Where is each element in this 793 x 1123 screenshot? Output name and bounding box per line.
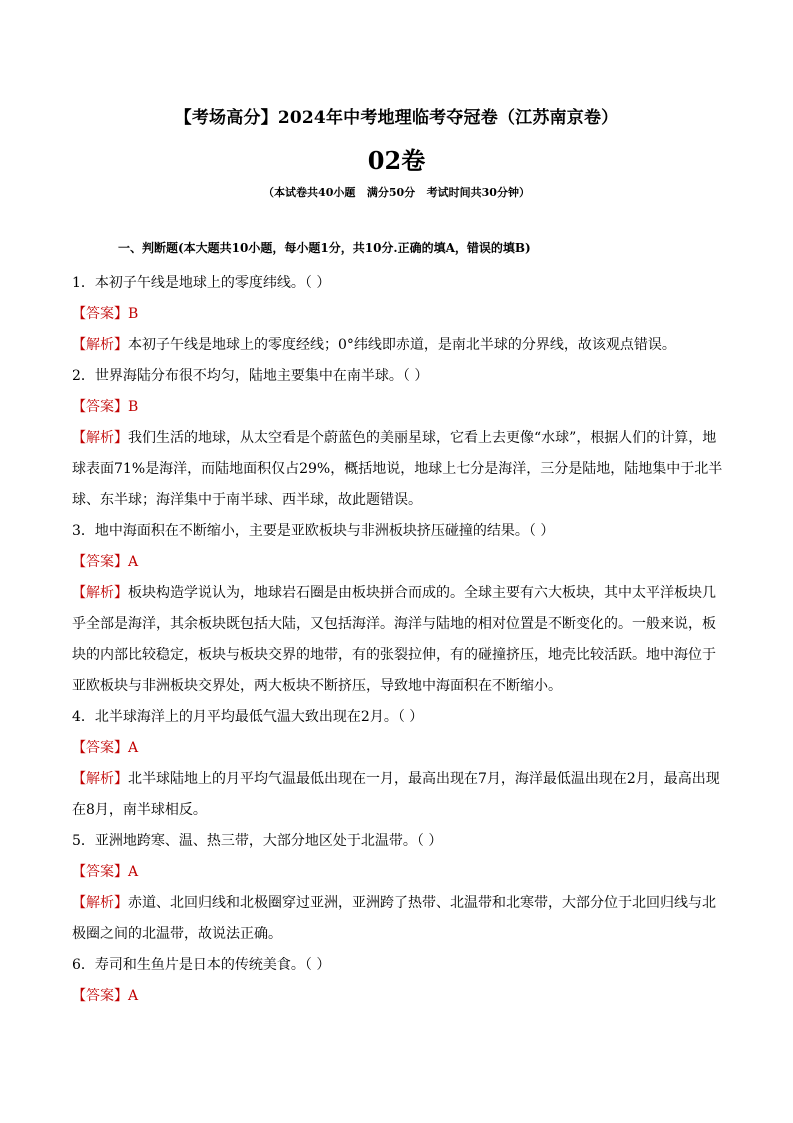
analysis-line xyxy=(72,764,726,826)
answer-value: A xyxy=(128,554,139,570)
analysis-label: 【解析】 xyxy=(72,895,128,911)
analysis-line xyxy=(72,330,726,361)
question-text: 3．地中海面积在不断缩小，主要是亚欧板块与非洲板块挤压碰撞的结果。（ ） xyxy=(72,523,555,539)
analysis-line xyxy=(72,423,726,516)
answer-label: 【答案】 xyxy=(72,740,128,756)
page-subtitle: 02卷 xyxy=(367,146,426,175)
answer-label: 【答案】 xyxy=(72,864,128,880)
question-text: 5．亚洲地跨寒、温、热三带，大部分地区处于北温带。（ ） xyxy=(72,833,443,849)
answer-line xyxy=(72,857,726,888)
answer-label: 【答案】 xyxy=(72,306,128,322)
answer-line xyxy=(72,392,726,423)
answer-line xyxy=(72,733,726,764)
answer-line xyxy=(72,981,726,1012)
section-heading: 一、判断题(本大题共10小题，每小题1分，共10分.正确的填A，错误的填B) xyxy=(118,241,531,255)
analysis-text: 北半球陆地上的月平均气温最低出现在一月，最高出现在7月，海洋最低温出现在2月，最高出现在8月，南半球相反。 xyxy=(72,771,720,818)
answer-value: A xyxy=(128,988,139,1004)
answer-value: B xyxy=(128,399,139,415)
exam-info: （本试卷共40小题 满分50分 考试时间共30分钟） xyxy=(263,186,530,199)
analysis-text: 本初子午线是地球上的零度经线；0°纬线即赤道，是南北半球的分界线，故该观点错误。 xyxy=(128,337,676,353)
analysis-text: 板块构造学说认为，地球岩石圈是由板块拼合而成的。全球主要有六大板块，其中太平洋板块几乎全部是海洋，其余板块既包括大陆，又包括海洋。海洋与陆地的相对位置是不断变化的。一般来说，板块的内部比较稳定，板块与板块交界的地带，有的张裂拉伸，有的碰撞挤压，地壳比较活跃。地中海位于亚欧板块与非洲板块交界处，两大板块不断挤压，导致地中海面积在不断缩小。 xyxy=(72,585,716,694)
analysis-text: 赤道、北回归线和北极圈穿过亚洲，亚洲跨了热带、北温带和北寒带，大部分位于北回归线与北极圈之间的北温带，故说法正确。 xyxy=(72,895,716,942)
analysis-label: 【解析】 xyxy=(72,430,128,446)
page-title: 【考场高分】2024年中考地理临考夺冠卷（江苏南京卷） xyxy=(174,108,619,128)
question-text: 4．北半球海洋上的月平均最低气温大致出现在2月。（ ） xyxy=(72,709,424,725)
question-text: 6．寿司和生鱼片是日本的传统美食。（ ） xyxy=(72,957,331,973)
answer-line xyxy=(72,299,726,330)
analysis-label: 【解析】 xyxy=(72,585,128,601)
answer-line xyxy=(72,547,726,578)
answer-label: 【答案】 xyxy=(72,399,128,415)
answer-label: 【答案】 xyxy=(72,988,128,1004)
analysis-line xyxy=(72,578,726,702)
question-text: 1．本初子午线是地球上的零度纬线。（ ） xyxy=(72,275,331,291)
question-list xyxy=(72,268,726,1012)
analysis-label: 【解析】 xyxy=(72,771,128,787)
analysis-line xyxy=(72,888,726,950)
answer-value: A xyxy=(128,864,139,880)
answer-value: A xyxy=(128,740,139,756)
answer-value: B xyxy=(128,306,139,322)
answer-label: 【答案】 xyxy=(72,554,128,570)
question-text: 2．世界海陆分布很不均匀，陆地主要集中在南半球。（ ） xyxy=(72,368,429,384)
analysis-label: 【解析】 xyxy=(72,337,128,353)
analysis-text: 我们生活的地球，从太空看是个蔚蓝色的美丽星球，它看上去更像“水球”，根据人们的计算，地球表面71%是海洋，而陆地面积仅占29%，概括地说，地球上七分是海洋，三分是陆地，陆地集中于北半球、东半球；海洋集中于南半球、西半球，故此题错误。 xyxy=(72,430,723,508)
